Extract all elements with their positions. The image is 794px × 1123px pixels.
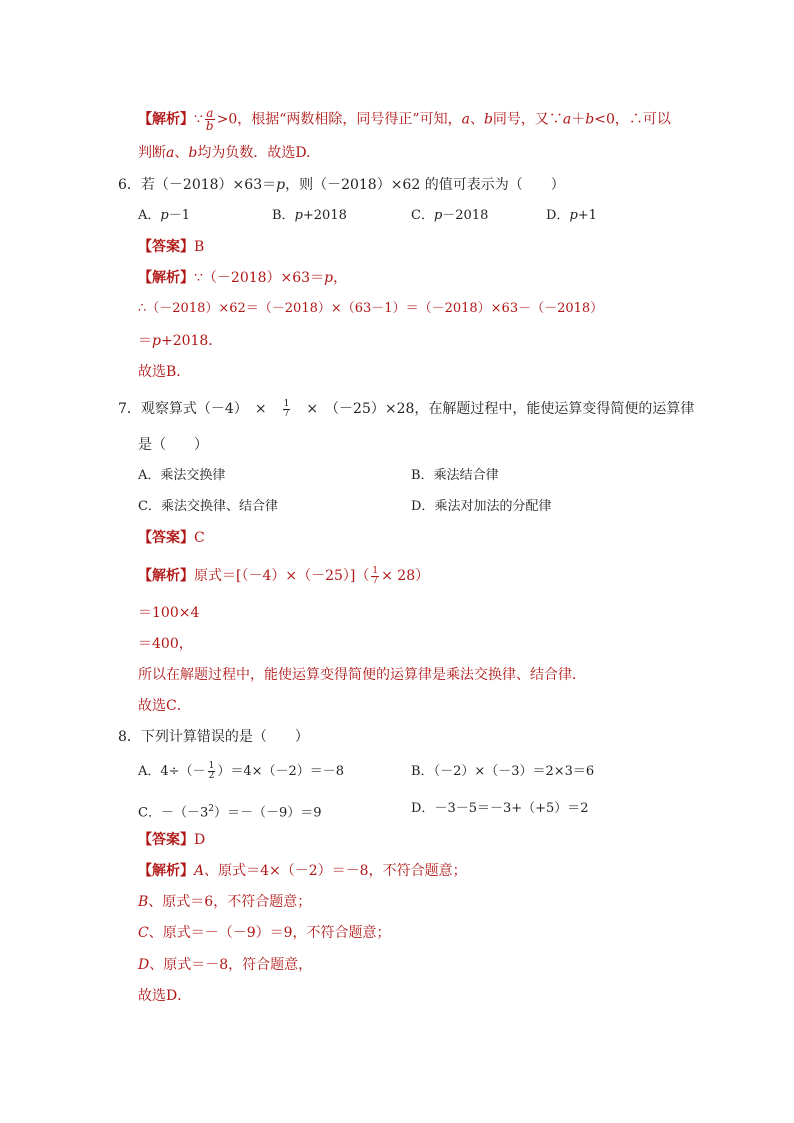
- q6-analysis-line2: ∴（－2018）×62＝（－2018）×（63－1）＝（－2018）×63－（－2018）: [138, 301, 604, 316]
- q7-conclusion: 故选C．: [138, 698, 191, 714]
- q6-option-b: B．p+2018: [272, 208, 347, 223]
- q6-option-a: A．p－1: [138, 208, 190, 223]
- q6-conclusion: 故选B．: [138, 364, 191, 380]
- q7-option-c: C．乘法交换律、结合律: [138, 499, 278, 514]
- fraction-a-over-b: $\frac{a}{b}$: [205, 106, 214, 133]
- q6-analysis-line3: ＝p+2018．: [138, 333, 223, 349]
- q7-stem-line2: 是（ ）: [138, 437, 208, 453]
- q6-answer: 【答案】B: [138, 239, 205, 255]
- fraction-one-seventh: $\frac{1}{7}$: [283, 398, 290, 419]
- q7-answer: 【答案】C: [138, 530, 205, 546]
- q5-analysis-line2: 判断a、b均为负数．故选D.: [138, 145, 311, 161]
- q5-analysis-line1: 【解析】∵ $\frac{a}{b}$ >0，根据“两数相除，同号得正”可知，a、b同号，又∵a＋b<0，∴可以: [138, 106, 671, 133]
- q8-conclusion: 故选D．: [138, 988, 192, 1004]
- q6-option-c: C．p－2018: [411, 208, 489, 223]
- because-symbol: ∵: [194, 111, 203, 128]
- q7-analysis-line2: ＝100×4: [138, 605, 200, 621]
- q7-analysis-line4: 所以在解题过程中，能使运算变得简便的运算律是乘法交换律、结合律．: [138, 667, 586, 683]
- q8-analysis-a: 【解析】A、原式＝4×（－2）＝－8，不符合题意；: [138, 863, 467, 879]
- q8-option-c: C．$-(-3^2)=-(-9)=9$: [138, 804, 322, 821]
- q7-analysis-line3: ＝400，: [138, 636, 193, 652]
- q8-option-a: A．4÷（－ $\frac{1}{2}$ ）＝4×（－2）＝－8: [138, 761, 345, 781]
- q8-analysis-c: C、原式＝－（－9）＝9，不符合题意；: [138, 925, 391, 941]
- q7-option-d: D．乘法对加法的分配律: [411, 499, 552, 514]
- quoted-rule: “两数相除，同号得正”: [279, 111, 420, 128]
- q6-option-d: D．p+1: [546, 208, 597, 223]
- fraction-one-half: $\frac{1}{2}$: [208, 761, 215, 781]
- q7-analysis-line1: 【解析】原式＝[（－4）×（－25）]（ $\frac{1}{7}$ × 28）: [138, 565, 430, 586]
- q7-stem-line1: 7．观察算式（－4） × $\frac{1}{7}$ × （－25）×28，在解题过程中，能使运算变得简便的运算律: [118, 398, 695, 419]
- q7-option-b: B．乘法结合律: [411, 468, 499, 483]
- q8-answer: 【答案】D: [138, 832, 206, 848]
- q8-analysis-b: B、原式＝6，不符合题意；: [138, 894, 312, 910]
- q8-option-b: B．（－2）×（－3）＝2×3＝6: [411, 764, 595, 779]
- q8-option-d: D．－3－5＝－3+（+5）＝2: [411, 801, 589, 816]
- analysis-tag: 【解析】: [138, 111, 194, 128]
- q8-analysis-d: D、原式＝－8，符合题意，: [138, 957, 313, 973]
- fraction-one-seventh: $\frac{1}{7}$: [372, 565, 379, 586]
- q7-option-a: A．乘法交换律: [138, 468, 226, 483]
- q6-analysis-line1: 【解析】∵（－2018）×63＝p，: [138, 270, 348, 286]
- q8-stem: 8．下列计算错误的是（ ）: [118, 729, 309, 745]
- q6-stem: 6．若（－2018）×63＝p，则（－2018）×62 的值可表示为（ ）: [118, 177, 565, 193]
